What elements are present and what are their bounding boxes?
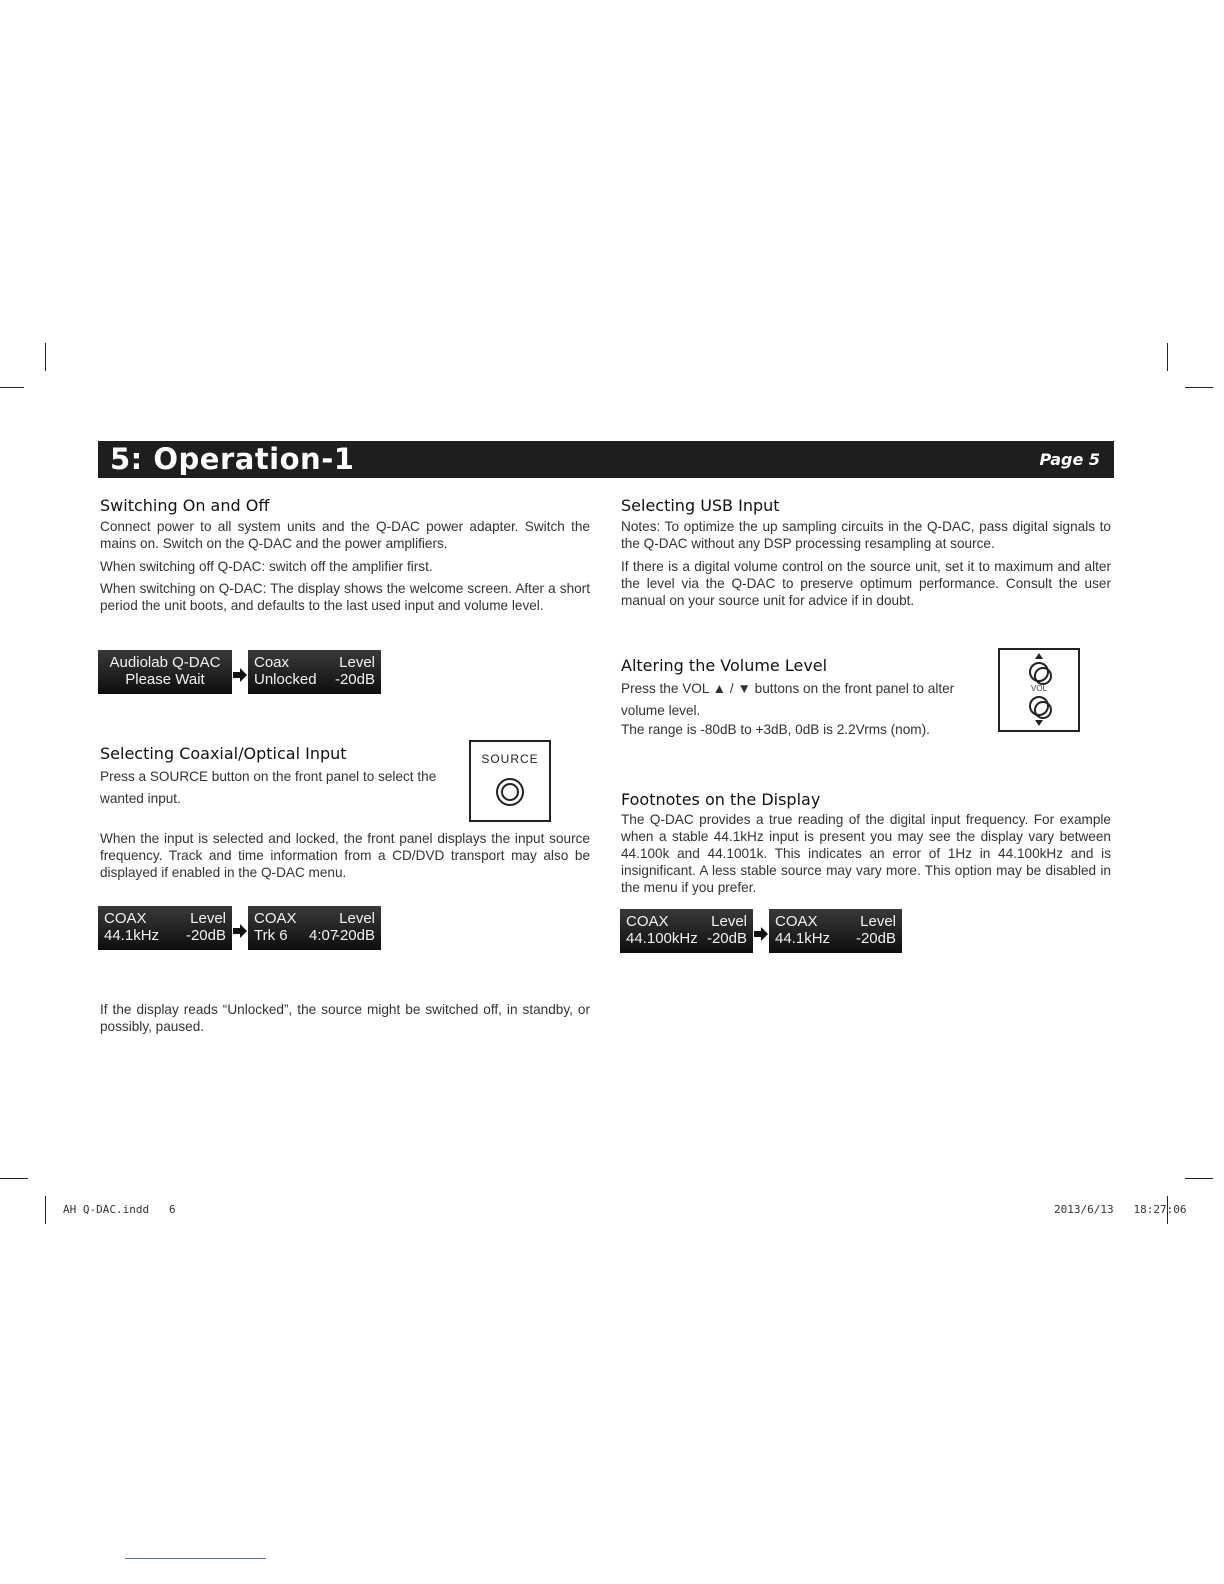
display-input: Coax: [254, 654, 290, 671]
heading-switching-on-off: Switching On and Off: [100, 496, 270, 515]
display-level-value: -20dB: [855, 930, 896, 947]
display-input: COAX: [104, 910, 147, 927]
display-level-label: Level: [339, 910, 375, 927]
paragraph: When switching on Q-DAC: The display shows the welcome screen. After a short period the unit boots, and defaults to the last used input and volume level.: [100, 581, 590, 613]
arrow-right-icon: [233, 924, 247, 938]
paragraph: Press the VOL ▲ / ▼ buttons on the front panel to alter volume level.: [621, 681, 955, 718]
crop-mark: [45, 1196, 46, 1224]
volume-down-knob-icon: [1029, 696, 1049, 716]
display-level-label: Level: [860, 913, 896, 930]
paragraph: Press a SOURCE button on the front panel to select the wanted input.: [100, 769, 437, 806]
paragraph: When switching off Q-DAC: switch off the amplifier first.: [100, 559, 433, 574]
crop-mark: [1185, 387, 1213, 388]
heading-coaxial-optical: Selecting Coaxial/Optical Input: [100, 744, 347, 763]
page-number: Page 5: [1039, 450, 1100, 469]
display-frequency: 44.1kHz: [775, 930, 831, 947]
display-time: 4:07: [309, 927, 339, 944]
arrow-right-icon: [233, 668, 247, 682]
section-header-bar: [98, 441, 1114, 478]
paragraph: Connect power to all system units and the Q-DAC power adapter. Switch the mains on. Switch on the Q-DAC and the power amplifiers.: [100, 519, 590, 551]
section-title: 5: Operation-1: [110, 442, 355, 476]
paragraph: The Q-DAC provides a true reading of the digital input frequency. For example when a stable 44.1kHz input is present you may see the display vary between 44.100k and 44.1001k. This indicates an error of 1Hz in 44.100kHz and is insignificant. A less stable source may vary more. This option may be disabled in the menu if you prefer.: [621, 812, 1111, 895]
crop-mark: [1185, 1178, 1213, 1179]
paragraph: The range is -80dB to +3dB, 0dB is 2.2Vrms (nom).: [621, 722, 930, 737]
vol-label: VOL: [1030, 684, 1047, 693]
paragraph: If there is a digital volume control on the source unit, set it to maximum and alter the level via the Q-DAC to preserve optimum performance. Consult the user manual on your source unit for advice if in doubt.: [621, 559, 1111, 608]
display-input: COAX: [626, 913, 669, 930]
paragraph: When the input is selected and locked, the front panel displays the input source frequency. Track and time information from a CD/DVD transport may also be displayed if enabled in the Q-DAC menu.: [100, 831, 590, 880]
paragraph: Notes: To optimize the up sampling circuits in the Q-DAC, pass digital signals to the Q-DAC without any DSP processing resampling at source.: [621, 519, 1111, 551]
display-coax-frequency: [98, 906, 232, 950]
footer-file-name: AH Q-DAC.indd 6: [63, 1203, 176, 1216]
arrow-right-icon: [754, 927, 768, 941]
heading-volume-level: Altering the Volume Level: [621, 656, 828, 675]
display-coax-track: [248, 906, 381, 950]
crop-mark: [1167, 343, 1168, 371]
display-input: COAX: [775, 913, 818, 930]
display-level-value: -20dB: [706, 930, 747, 947]
display-line: Please Wait: [125, 671, 205, 688]
display-level-value: -20dB: [334, 927, 375, 944]
display-level-value: -20dB: [334, 671, 375, 688]
source-button-illustration: [469, 740, 551, 822]
display-frequency: 44.100kHz: [626, 930, 698, 947]
arrow-up-icon: [1035, 653, 1043, 659]
divider-line: [125, 1558, 266, 1559]
crop-mark: [0, 1178, 28, 1179]
display-track: Trk 6: [254, 927, 288, 944]
heading-footnotes: Footnotes on the Display: [621, 790, 821, 809]
display-welcome: [98, 650, 232, 694]
arrow-down-icon: [1035, 720, 1043, 726]
crop-mark: [0, 387, 24, 388]
crop-mark: [45, 343, 46, 371]
display-line: Audiolab Q-DAC: [109, 654, 221, 671]
display-level-value: -20dB: [185, 927, 226, 944]
source-label: SOURCE: [481, 752, 539, 766]
display-unlocked: [248, 650, 381, 694]
paragraph: If the display reads “Unlocked”, the source might be switched off, in standby, or possibly, paused.: [100, 1002, 590, 1034]
display-level-label: Level: [190, 910, 226, 927]
footer-timestamp: 2013/6/13 18:27:06: [1054, 1203, 1187, 1216]
display-frequency: 44.1kHz: [104, 927, 160, 944]
display-level-label: Level: [711, 913, 747, 930]
display-level-label: Level: [339, 654, 375, 671]
display-status: Unlocked: [254, 671, 317, 688]
display-coax-rounded-frequency: [769, 909, 902, 953]
volume-up-knob-icon: [1029, 662, 1049, 682]
display-coax-precise-frequency: [620, 909, 753, 953]
volume-buttons-illustration: [998, 648, 1080, 732]
display-input: COAX: [254, 910, 297, 927]
source-knob-icon: [496, 778, 524, 806]
heading-usb-input: Selecting USB Input: [621, 496, 780, 515]
